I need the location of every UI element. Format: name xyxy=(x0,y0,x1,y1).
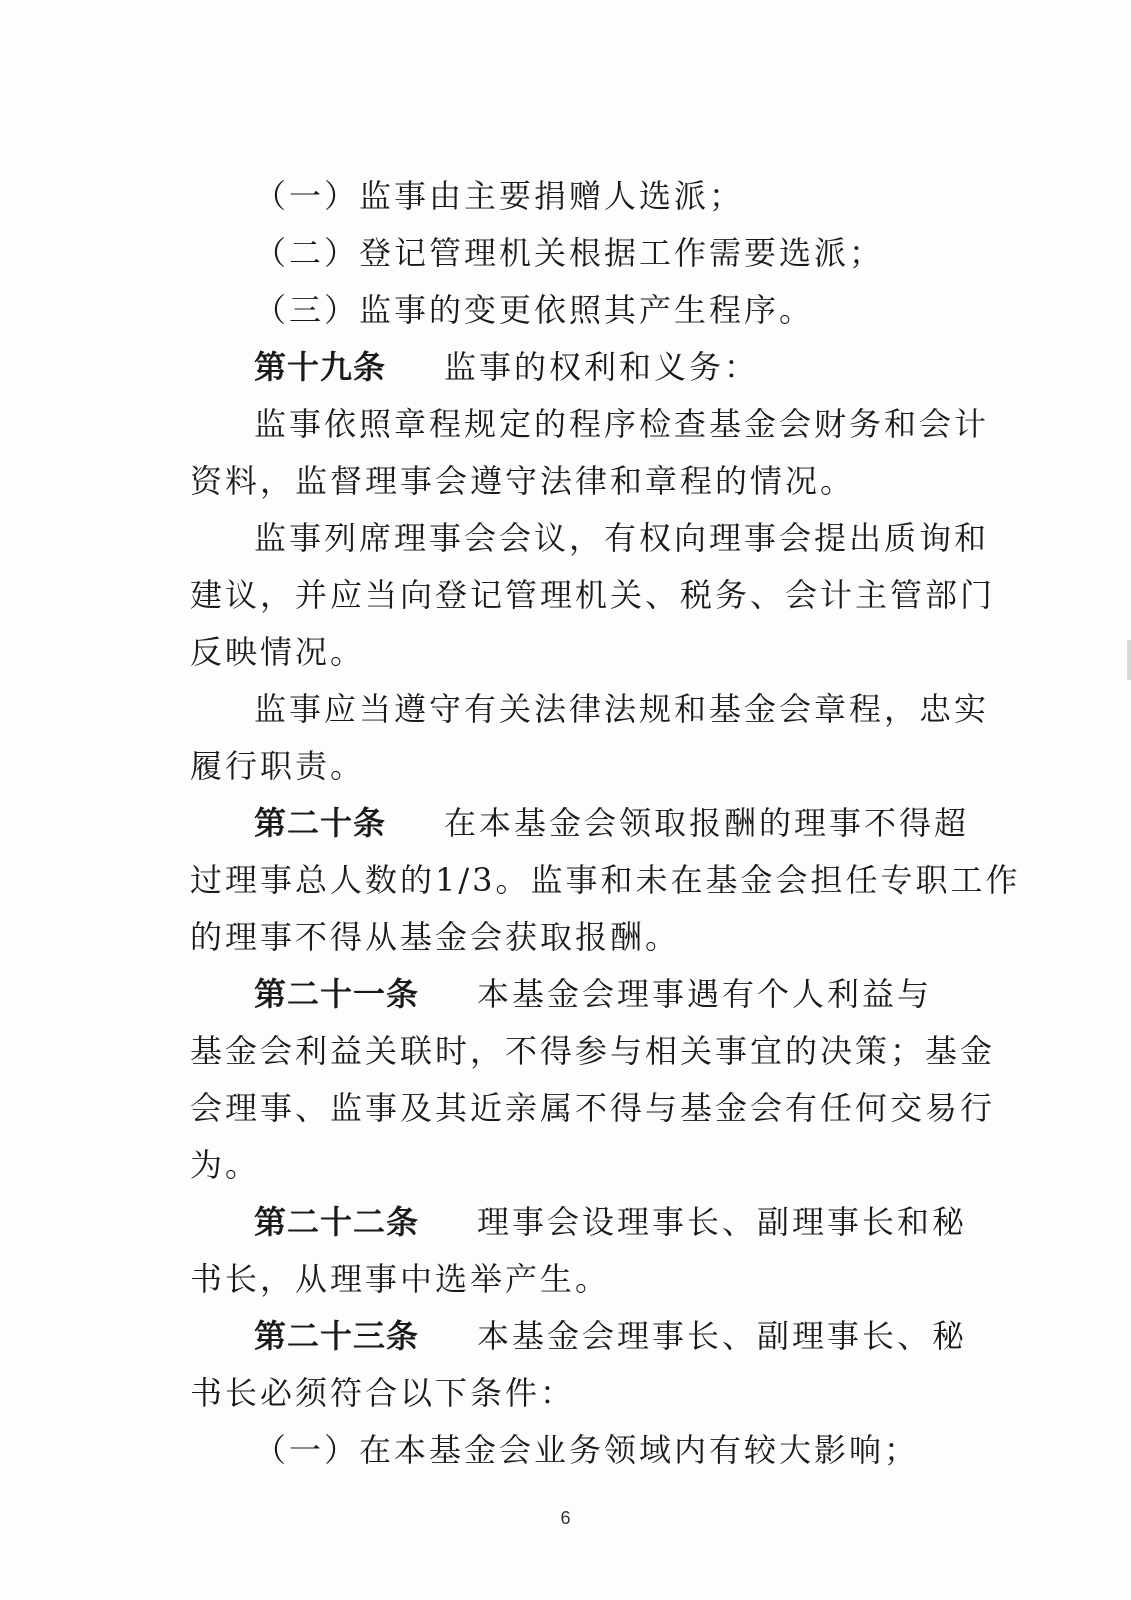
line-text: 本基金会理事长、副理事长、秘 xyxy=(477,1317,968,1355)
line-text: 监事列席理事会会议，有权向理事会提出质询和 xyxy=(254,519,990,557)
line-text: 书长必须符合以下条件： xyxy=(190,1374,576,1412)
text-line xyxy=(190,1137,970,1194)
page-number: 6 xyxy=(560,1508,571,1528)
text-line xyxy=(190,738,970,795)
line-text: 会理事、监事及其近亲属不得与基金会有任何交易行 xyxy=(190,1089,996,1127)
text-line xyxy=(190,681,990,738)
text-line xyxy=(190,624,970,681)
text-line xyxy=(190,339,970,396)
scan-edge-mark xyxy=(1127,640,1131,680)
text-line xyxy=(190,225,970,282)
line-text: （三）监事的变更依照其产生程序。 xyxy=(254,291,815,329)
article-title: 第二十一条 xyxy=(254,975,420,1013)
text-line xyxy=(190,1251,970,1308)
line-text: 监事的权利和义务： xyxy=(444,348,760,386)
text-line xyxy=(190,795,970,852)
line-text: 理事会设理事长、副理事长和秘 xyxy=(477,1203,968,1241)
text-line xyxy=(190,909,970,966)
article-title: 第二十二条 xyxy=(254,1203,420,1241)
line-text: （二）登记管理机关根据工作需要选派； xyxy=(254,234,885,272)
line-text: 反映情况。 xyxy=(190,633,366,671)
line-text: （一）监事由主要捐赠人选派； xyxy=(254,177,745,215)
line-text: 书长，从理事中选举产生。 xyxy=(190,1260,611,1298)
line-text: 监事依照章程规定的程序检查基金会财务和会计 xyxy=(254,405,990,443)
text-line xyxy=(190,510,990,567)
text-line xyxy=(190,168,970,225)
text-line xyxy=(190,567,996,624)
article-title: 第二十三条 xyxy=(254,1317,420,1355)
line-text: 在本基金会领取报酬的理事不得超 xyxy=(444,804,970,842)
text-line xyxy=(190,1194,970,1251)
text-line xyxy=(190,1365,970,1422)
line-text: 的理事不得从基金会获取报酬。 xyxy=(190,918,681,956)
line-text: 履行职责。 xyxy=(190,747,366,785)
line-text: 基金会利益关联时，不得参与相关事宜的决策；基金 xyxy=(190,1032,996,1070)
line-text: （一）在本基金会业务领域内有较大影响； xyxy=(254,1431,920,1469)
text-line xyxy=(190,1422,970,1479)
text-line xyxy=(190,966,970,1023)
text-line xyxy=(190,396,990,453)
line-text: 过理事总人数的1/3。监事和未在基金会担任专职工作 xyxy=(190,861,1021,899)
text-line xyxy=(190,852,1021,909)
document-body xyxy=(190,168,1021,1479)
article-title: 第二十条 xyxy=(254,804,387,842)
text-line xyxy=(190,1308,970,1365)
line-text: 为。 xyxy=(190,1146,261,1184)
text-line xyxy=(190,453,970,510)
text-line xyxy=(190,282,970,339)
line-text: 资料，监督理事会遵守法律和章程的情况。 xyxy=(190,462,856,500)
line-text: 建议，并应当向登记管理机关、税务、会计主管部门 xyxy=(190,576,996,614)
line-text: 本基金会理事遇有个人利益与 xyxy=(477,975,933,1013)
article-title: 第十九条 xyxy=(254,348,387,386)
text-line xyxy=(190,1080,996,1137)
text-line xyxy=(190,1023,996,1080)
line-text: 监事应当遵守有关法律法规和基金会章程，忠实 xyxy=(254,690,990,728)
